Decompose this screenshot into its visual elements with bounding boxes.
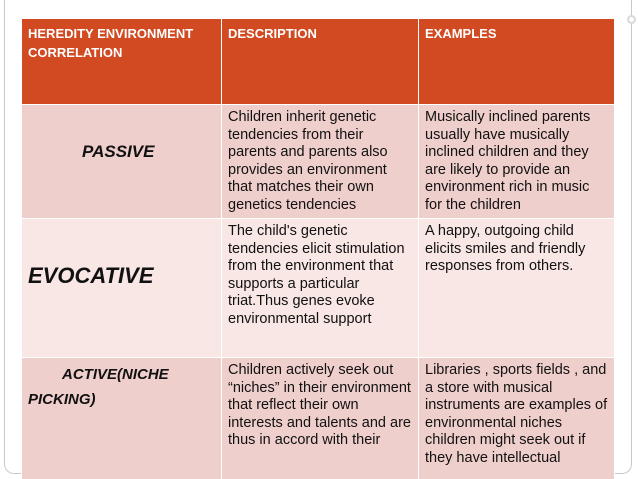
row-label-cell — [22, 105, 222, 219]
description-text: Children actively seek out “niches” in their environment that reflect their own interests and talents and are thus in accord with their — [228, 362, 411, 448]
description-cell — [222, 105, 419, 219]
heredity-environment-table — [21, 18, 615, 479]
description-text: The child's genetic tendencies elicit stimulation from the environment that supports a particular triat.Thus genes evoke environmental support — [228, 223, 405, 327]
circle-ornament-icon — [627, 15, 636, 24]
examples-text: Musically inclined parents usually have musically inclined children and they are likely to provide an environment rich in music for the children — [425, 109, 591, 213]
row-label-evocative: EVOCATIVE — [28, 263, 154, 288]
header-cell-description: DESCRIPTION — [222, 19, 419, 105]
description-cell — [222, 219, 419, 358]
examples-text: A happy, outgoing child elicits smiles and friendly responses from others. — [425, 223, 586, 274]
table-row-evocative — [22, 219, 615, 358]
examples-cell — [419, 219, 615, 358]
examples-text: Libraries , sports fields , and a store with musical instruments are examples of environmental niches children might seek out if they have intellectual — [425, 362, 608, 466]
table-header-row — [22, 19, 615, 105]
header-cell-examples: EXAMPLES — [419, 19, 615, 105]
table-row-passive — [22, 105, 615, 219]
row-label-active: ACTIVE(NICHE PICKING) — [28, 366, 169, 408]
examples-cell — [419, 105, 615, 219]
examples-cell — [419, 358, 615, 479]
description-cell — [222, 358, 419, 479]
header-cell-correlation: HEREDITY ENVIRONMENT CORRELATION — [22, 19, 222, 105]
row-label-passive: PASSIVE — [82, 142, 155, 161]
row-label-cell — [22, 358, 222, 479]
description-text: Children inherit genetic tendencies from their parents and parents also provides an environment that matches their own genetics tendencies — [228, 109, 388, 213]
table-row-active — [22, 358, 615, 479]
row-label-cell — [22, 219, 222, 358]
